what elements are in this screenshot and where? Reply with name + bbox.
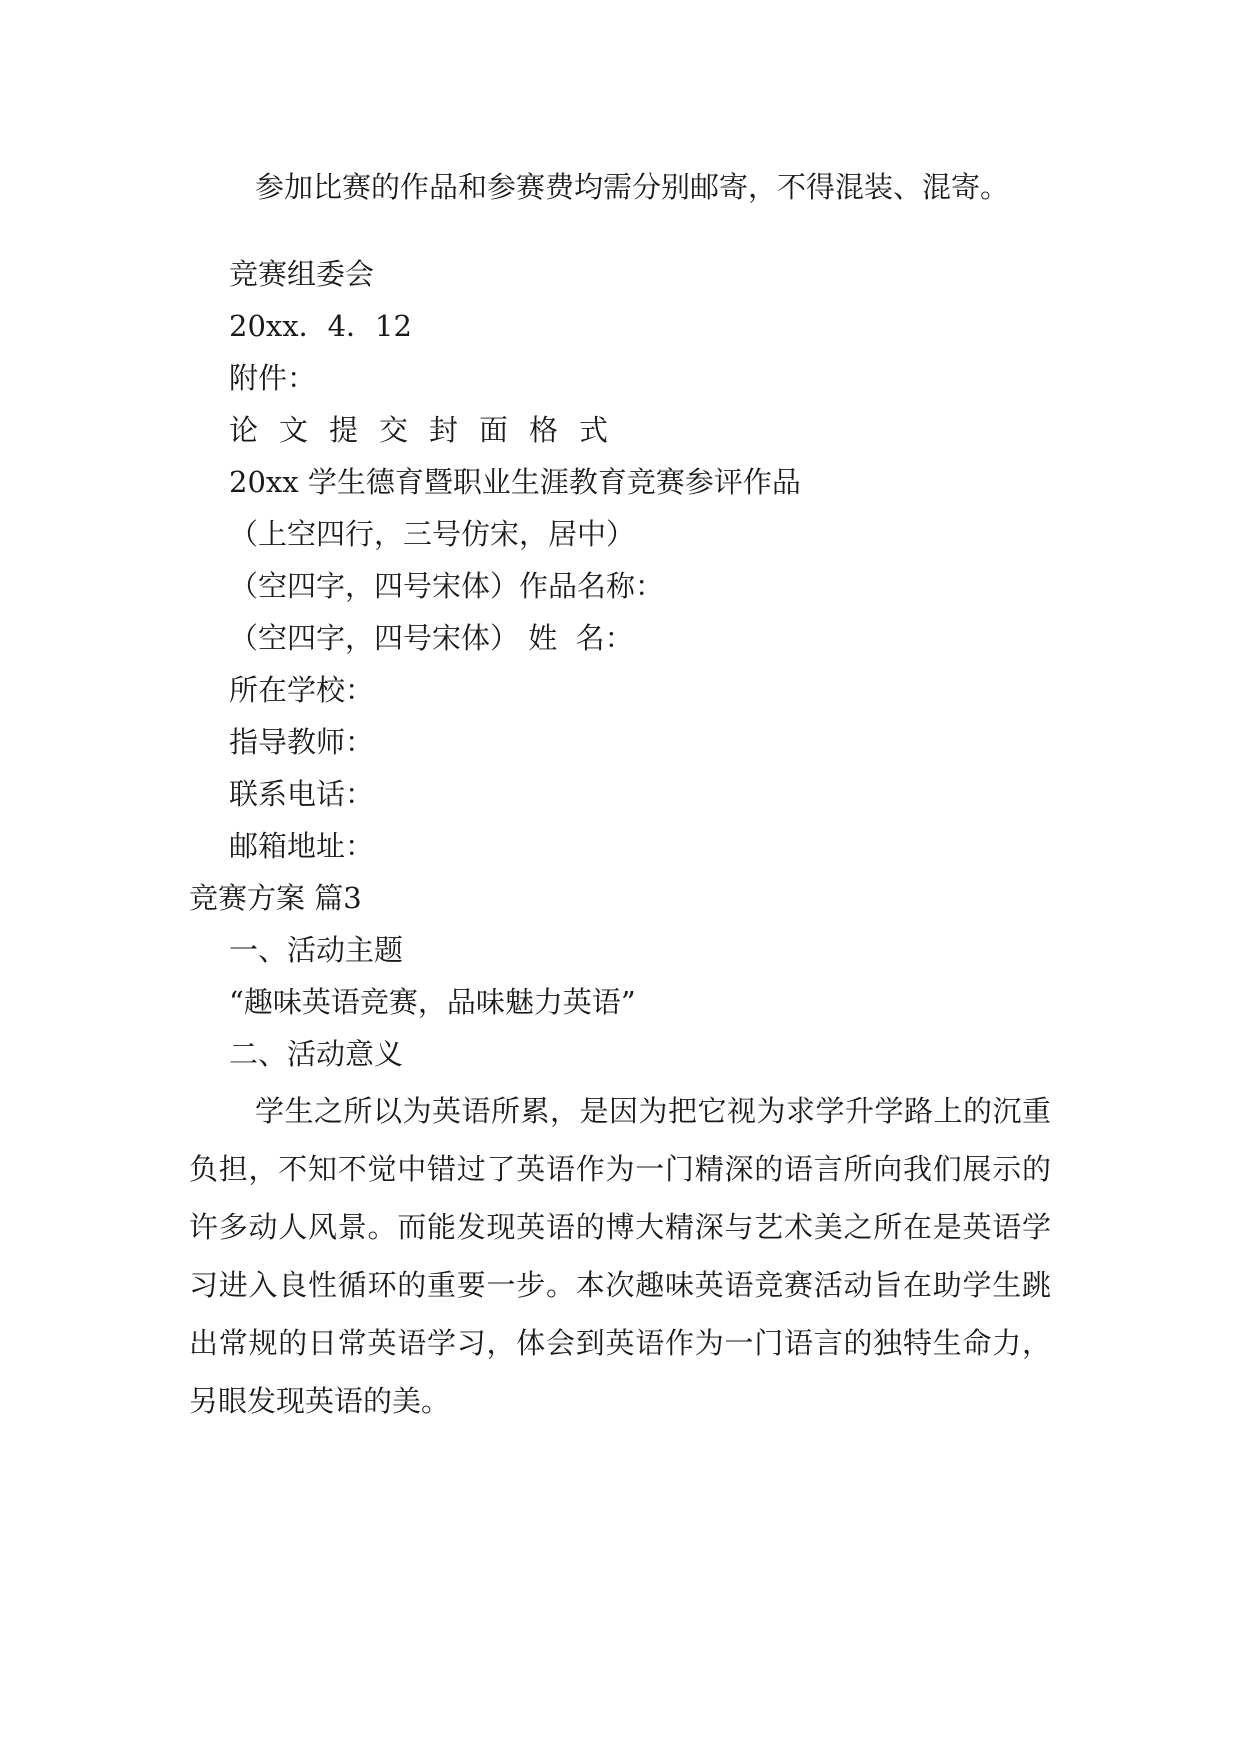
field-phone: 联系电话：	[229, 777, 375, 811]
attachment-label: 附件：	[229, 361, 317, 395]
heading-activity-meaning: 二、活动意义	[229, 1037, 404, 1071]
signature-date: 20xx．4．12	[229, 309, 412, 343]
section-title: 竞赛方案 篇3	[189, 881, 362, 915]
theme-quote: “趣味英语竞赛，品味魅力英语”	[229, 985, 636, 1019]
field-name: （空四字，四号宋体） 姓 名：	[229, 621, 634, 655]
heading-activity-theme: 一、活动主题	[229, 933, 404, 967]
field-teacher: 指导教师：	[229, 725, 375, 759]
cover-format-title: 论文提交封面格式	[229, 413, 630, 447]
field-email: 邮箱地址：	[229, 829, 375, 863]
field-school: 所在学校：	[229, 673, 375, 707]
paragraph-meaning: 学生之所以为英语所累，是因为把它视为求学升学路上的沉重负担，不知不觉中错过了英语作为一门精深的语言所向我们展示的许多动人风景。而能发现英语的博大精深与艺术美之所在是英语学习进入良性循环的重要一步。本次趣味英语竞赛活动旨在助学生跳出常规的日常英语学习，体会到英语作为一门语言的独特生命力，另眼发现英语的美。	[189, 1094, 1051, 1418]
signature-organization: 竞赛组委会	[229, 257, 375, 291]
cover-note-top: （上空四行，三号仿宋，居中）	[229, 517, 636, 551]
cover-heading: 20xx 学生德育暨职业生涯教育竞赛参评作品	[229, 465, 801, 499]
field-work-name: （空四字，四号宋体）作品名称：	[229, 569, 665, 603]
paragraph-mailing: 参加比赛的作品和参赛费均需分别邮寄，不得混装、混寄。	[255, 170, 1010, 204]
